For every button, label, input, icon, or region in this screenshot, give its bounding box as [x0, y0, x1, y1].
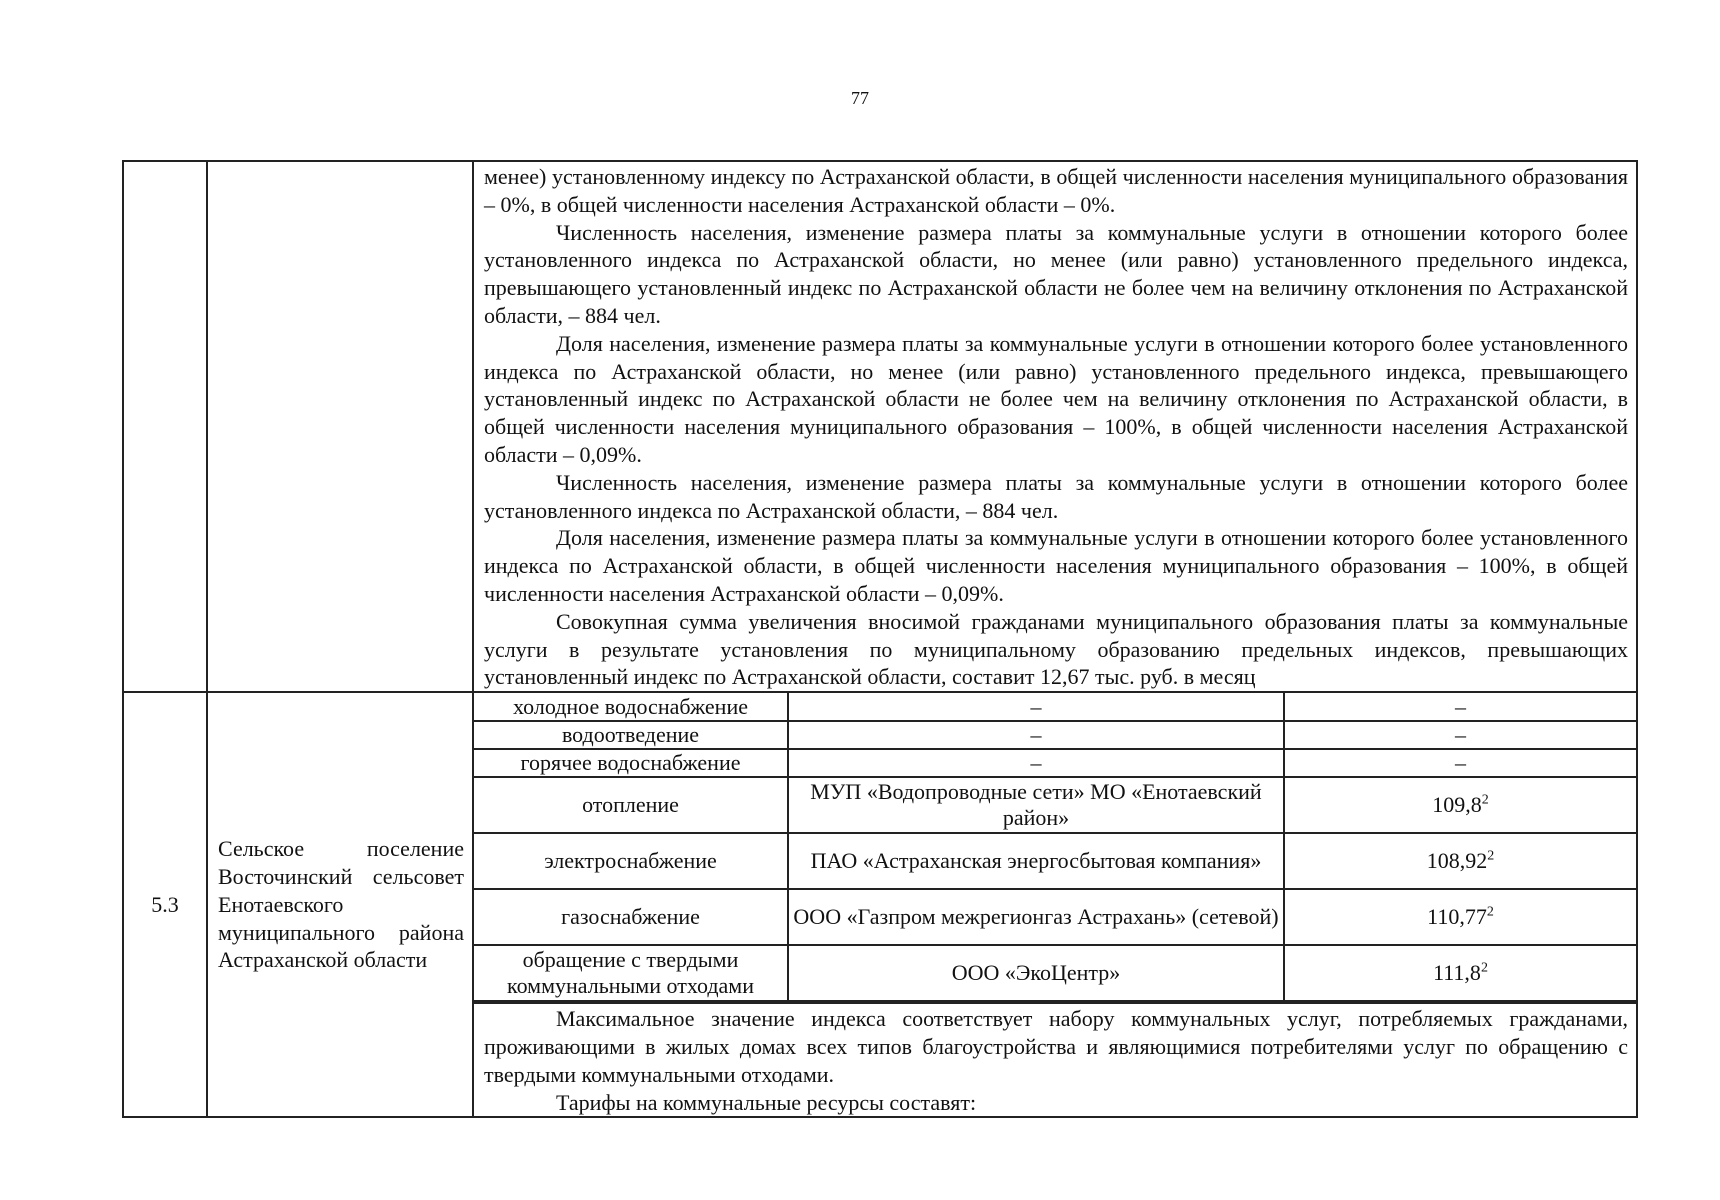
paragraph: менее) установленному индексу по Астраханской области, в общей численности населения муниципального образования – 0%, в общей численности населения Астраханской области – 0%. — [484, 164, 1628, 217]
service-index: 108,92$^2$ — [1284, 833, 1636, 889]
service-provider: ООО «Газпром межрегионгаз Астрахань» (сетевой) — [788, 889, 1284, 945]
service-index: – — [1284, 693, 1636, 721]
services-cell — [473, 692, 1637, 1003]
paragraph: Совокупная сумма увеличения вносимой гражданами муниципального образования платы за коммунальные услуги в результате установления по муниципальному образованию предельных индексов, превышающих установленный индекс по Астраханской области, составит 12,67 тыс. руб. в месяц — [484, 608, 1628, 690]
service-name: водоотведение — [474, 721, 788, 749]
continuation-text-cell — [473, 161, 1637, 692]
service-provider: МУП «Водопроводные сети» МО «Енотаевский район» — [788, 777, 1284, 833]
service-index: – — [1284, 721, 1636, 749]
services-table — [474, 693, 1636, 1002]
continuation-number-cell — [123, 161, 207, 692]
notes-cell — [473, 1003, 1637, 1117]
municipality-name: Сельское поселение Восточинский сельсовет Енотаевского муниципального района Астраханской области — [207, 692, 473, 1117]
service-row — [474, 889, 1636, 945]
service-name: горячее водоснабжение — [474, 749, 788, 777]
paragraph: Доля населения, изменение размера платы за коммунальные услуги в отношении которого более установленного индекса по Астраханской области, в общей численности населения муниципального образования – 100%, в общей численности населения Астраханской области – 0,09%. — [484, 525, 1628, 606]
service-index: 109,8$^2$ — [1284, 777, 1636, 833]
service-provider: ПАО «Астраханская энергосбытовая компания» — [788, 833, 1284, 889]
service-row — [474, 945, 1636, 1001]
row-5-3 — [123, 692, 1637, 1003]
service-row — [474, 749, 1636, 777]
paragraph: Численность населения, изменение размера платы за коммунальные услуги в отношении которого более установленного индекса по Астраханской области, – 884 чел. — [484, 469, 1628, 523]
service-provider: – — [788, 721, 1284, 749]
paragraph: Доля населения, изменение размера платы за коммунальные услуги в отношении которого более установленного индекса по Астраханской области, но менее (или равно) установленного предельного индекса, превышающего установленный индекс по Астраханской области не более чем на величину отклонения по Астраханской области, в общей численности населения муниципального образования – 100%, в общей численности населения Астраханской области – 0,09%. — [484, 330, 1628, 467]
service-provider: – — [788, 749, 1284, 777]
service-row — [474, 833, 1636, 889]
service-name: электроснабжение — [474, 833, 788, 889]
service-provider: ООО «ЭкоЦентр» — [788, 945, 1284, 1001]
service-index: – — [1284, 749, 1636, 777]
service-index: 110,77$^2$ — [1284, 889, 1636, 945]
service-row — [474, 721, 1636, 749]
paragraph: Численность населения, изменение размера платы за коммунальные услуги в отношении которого более установленного индекса по Астраханской области, но менее (или равно) установленного предельного индекса, превышающего установленный индекс по Астраханской области не более чем на величину отклонения по Астраханской области, – 884 чел. — [484, 219, 1628, 328]
paragraph: Тарифы на коммунальные ресурсы составят: — [556, 1089, 977, 1115]
service-name: обращение с твердыми коммунальными отходами — [474, 945, 788, 1001]
continuation-name-cell — [207, 161, 473, 692]
service-name: отопление — [474, 777, 788, 833]
continuation-row — [123, 161, 1637, 692]
service-index: 111,8$^2$ — [1284, 945, 1636, 1001]
paragraph: Максимальное значение индекса соответствует набору коммунальных услуг, потребляемых гражданами, проживающими в жилых домах всех типов благоустройства и являющимися потребителями услуг по обращению с твердыми коммунальными отходами. — [484, 1006, 1628, 1087]
service-name: газоснабжение — [474, 889, 788, 945]
row-number: 5.3 — [123, 692, 207, 1117]
page-number: 77 — [851, 88, 869, 108]
service-provider: – — [788, 693, 1284, 721]
service-name: холодное водоснабжение — [474, 693, 788, 721]
service-row — [474, 693, 1636, 721]
document-table — [122, 160, 1638, 1118]
service-row — [474, 777, 1636, 833]
